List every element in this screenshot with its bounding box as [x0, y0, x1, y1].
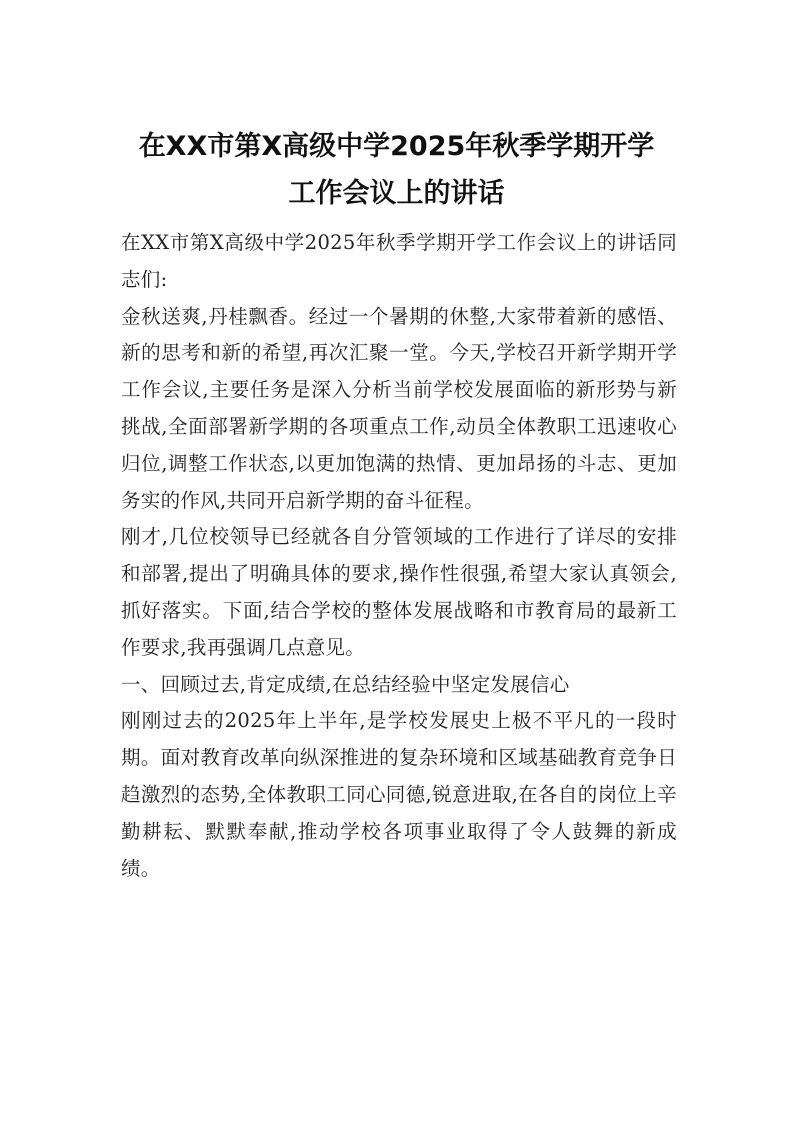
paragraph-opening: 金秋送爽,丹桂飘香。经过一个暑期的休整,大家带着新的感悟、新的思考和新的希望,再次汇聚一堂。今天,学校召开新学期开学工作会议,主要任务是深入分析当前学校发展面临的新形势与新挑战,全面部署新学期的各项重点工作,动员全体教职工迅速收心归位,调整工作状态,以更加饱满的热情、更加昂扬的斗志、更加务实的作风,共同开启新学期的奋斗征程。 [121, 304, 677, 512]
document-title-line-1: 在XX市第X高级中学2025年秋季学期开学 [138, 131, 655, 162]
paragraph-review: 刚刚过去的2025年上半年,是学校发展史上极不平凡的一段时期。面对教育改革向纵深推进的复杂环境和区域基础教育竞争日趋激烈的态势,全体教职工同心同德,锐意进取,在各自的岗位上辛勤耕耘、默默奉献,推动学校各项事业取得了令人鼓舞的新成绩。 [121, 709, 677, 880]
document-body [121, 225, 677, 887]
paragraph-intro: 刚才,几位校领导已经就各自分管领域的工作进行了详尽的安排和部署,提出了明确具体的要求,操作性很强,希望大家认真领会,抓好落实。下面,结合学校的整体发展战略和市教育局的最新工作要求,我再强调几点意见。 [121, 525, 677, 659]
document-title-line-2: 工作会议上的讲话 [288, 178, 505, 209]
paragraph-greeting: 在XX市第X高级中学2025年秋季学期开学工作会议上的讲话同志们: [121, 231, 677, 291]
section-heading-1: 一、回顾过去,肯定成绩,在总结经验中坚定发展信心 [121, 672, 570, 696]
